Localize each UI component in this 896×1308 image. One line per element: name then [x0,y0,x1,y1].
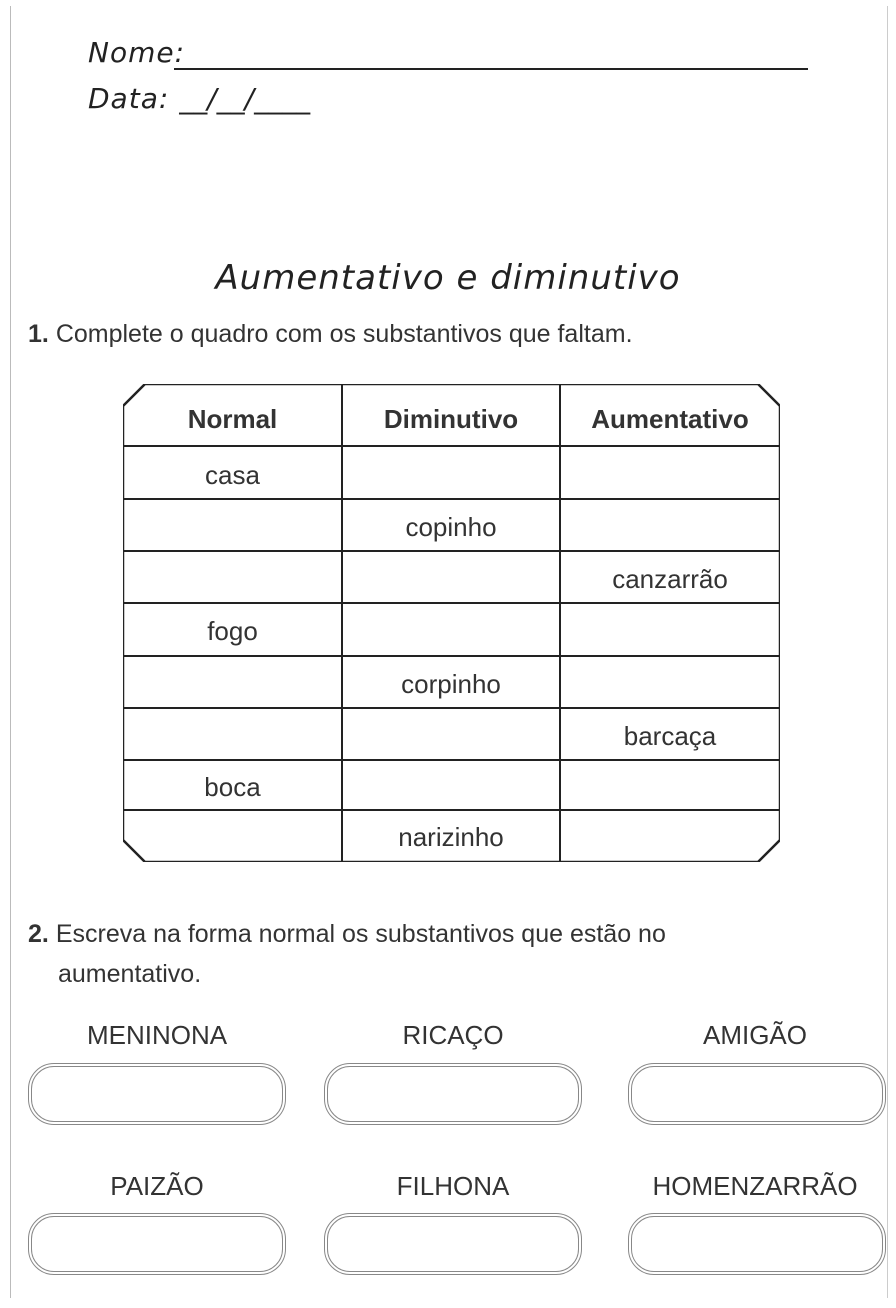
table-cell[interactable] [123,512,342,542]
table-cell[interactable] [342,772,560,802]
table-cell[interactable] [123,564,342,594]
word-label: AMIGÃO [702,1020,807,1050]
table-cell[interactable]: casa [205,460,260,490]
date-label: Data: [88,82,170,115]
table-cell[interactable] [123,822,342,852]
header-normal: Normal [187,404,278,434]
name-label: Nome: [88,36,186,69]
table-cell[interactable]: narizinho [398,822,504,852]
table-cell[interactable] [123,669,342,699]
word-label: RICAÇO [402,1020,504,1050]
table-cell[interactable] [342,616,560,646]
word-label: MENINONA [86,1020,228,1050]
header-diminutivo: Diminutivo [383,404,519,434]
table-cell[interactable]: canzarrão [612,564,728,594]
table-cell[interactable] [560,669,780,699]
question-1-number: 1. [28,320,49,348]
table-cell[interactable]: copinho [405,512,497,542]
answer-box[interactable] [324,1213,582,1275]
page-title: Aumentativo e diminutivo [215,258,681,298]
word-label: HOMENZARRÃO [652,1171,858,1201]
table-cell[interactable]: fogo [207,616,258,646]
table-cell[interactable] [560,772,780,802]
answer-box[interactable] [628,1063,886,1125]
question-2-number: 2. [28,920,49,948]
question-2-text-line2: aumentativo. [58,960,202,988]
question-1-text: Complete o quadro com os substantivos que faltam. [55,320,633,348]
table-cell[interactable] [560,512,780,542]
table-cell[interactable] [342,460,560,490]
table-cell[interactable] [560,822,780,852]
table-cell[interactable]: boca [204,772,261,802]
answer-box[interactable] [324,1063,582,1125]
date-field[interactable] [88,82,310,115]
noun-table [123,384,780,862]
table-cell[interactable] [560,460,780,490]
table-cell[interactable] [123,721,342,751]
table-cell[interactable] [342,564,560,594]
table-cell[interactable]: corpinho [401,669,501,699]
table-cell[interactable] [342,721,560,751]
question-1 [28,320,633,349]
name-input-line[interactable] [174,68,808,70]
word-label: FILHONA [396,1171,510,1201]
question-2-text-line1: Escreva na forma normal os substantivos que estão no [55,920,666,948]
answer-box[interactable] [28,1063,286,1125]
table-cell[interactable]: barcaça [623,721,717,751]
word-label: PAIZÃO [110,1171,204,1201]
date-blanks: __/__/____ [179,82,311,115]
question-2 [28,914,788,994]
table-cell[interactable] [560,616,780,646]
answer-box[interactable] [628,1213,886,1275]
header-aumentativo: Aumentativo [591,404,749,434]
answer-box[interactable] [28,1213,286,1275]
